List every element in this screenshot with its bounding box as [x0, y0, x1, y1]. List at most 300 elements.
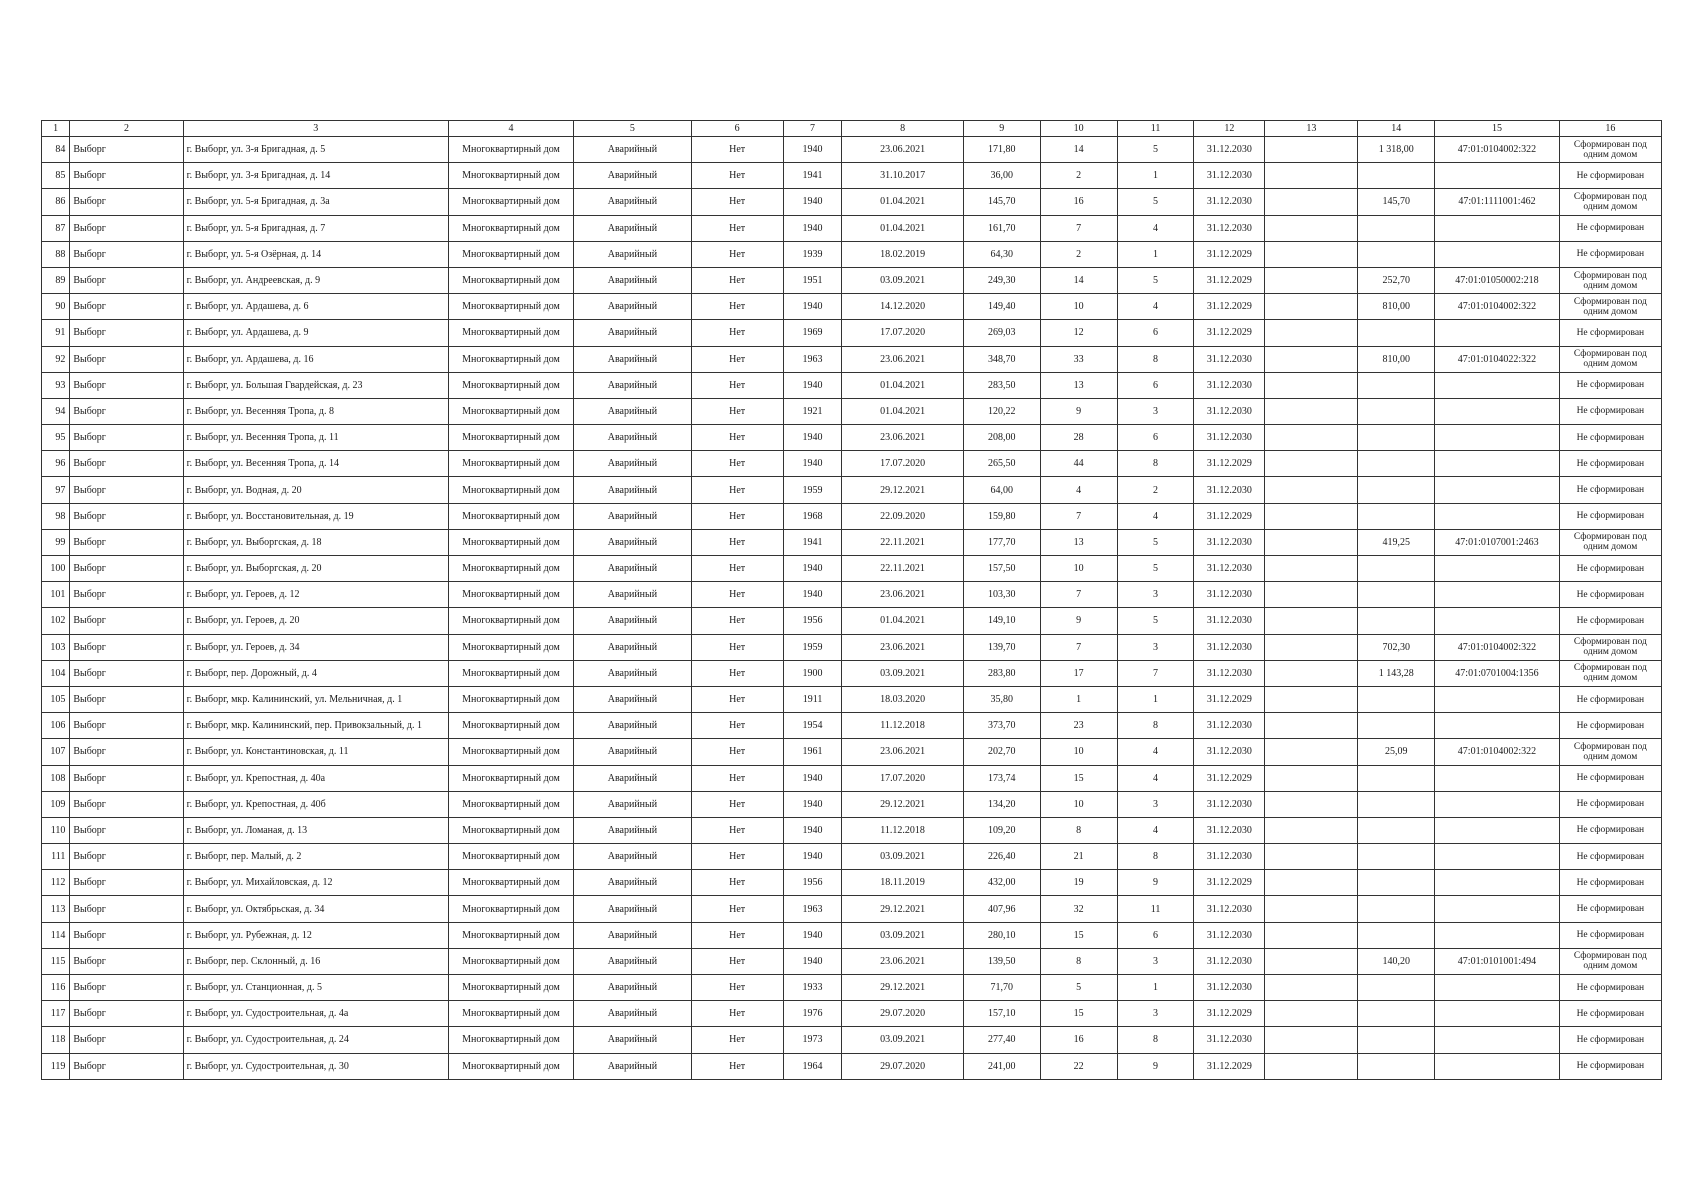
table-cell: 1940 — [783, 844, 842, 870]
table-cell: Сформирован под одним домом — [1559, 948, 1661, 974]
table-cell: 89 — [42, 267, 70, 293]
table-cell: Многоквартирный дом — [448, 267, 573, 293]
table-cell: 116 — [42, 975, 70, 1001]
table-cell: Выборг — [70, 477, 183, 503]
table-cell: 01.04.2021 — [842, 608, 963, 634]
table-cell: г. Выборг, ул. Большая Гвардейская, д. 23 — [183, 372, 448, 398]
table-cell: 23.06.2021 — [842, 425, 963, 451]
table-cell: 44 — [1040, 451, 1117, 477]
table-cell: 22 — [1040, 1053, 1117, 1079]
table-cell: 2 — [1040, 163, 1117, 189]
table-cell: Сформирован под одним домом — [1559, 137, 1661, 163]
table-cell: г. Выборг, ул. Героев, д. 20 — [183, 608, 448, 634]
table-cell: Аварийный — [574, 975, 691, 1001]
table-cell: 31.12.2029 — [1194, 765, 1265, 791]
table-cell: 97 — [42, 477, 70, 503]
table-cell: 29.12.2021 — [842, 975, 963, 1001]
table-cell: 1941 — [783, 529, 842, 555]
table-cell — [1358, 975, 1435, 1001]
table-cell — [1435, 398, 1559, 424]
table-cell — [1265, 634, 1358, 660]
table-cell: Выборг — [70, 346, 183, 372]
table-cell: 47:01:1111001:462 — [1435, 189, 1559, 215]
table-cell: 16 — [1040, 189, 1117, 215]
table-cell: 03.09.2021 — [842, 844, 963, 870]
table-cell — [1265, 346, 1358, 372]
table-cell: 16 — [1040, 1027, 1117, 1053]
table-cell: 14 — [1040, 137, 1117, 163]
table-cell: 10 — [1040, 556, 1117, 582]
table-cell: 1900 — [783, 660, 842, 686]
table-cell — [1265, 503, 1358, 529]
table-cell — [1435, 163, 1559, 189]
table-cell: Многоквартирный дом — [448, 451, 573, 477]
table-cell: 31.12.2030 — [1194, 215, 1265, 241]
table-cell: Нет — [691, 608, 783, 634]
table-cell: Выборг — [70, 529, 183, 555]
table-cell: Не сформирован — [1559, 1001, 1661, 1027]
table-cell: 2 — [1040, 241, 1117, 267]
table-cell: 1940 — [783, 817, 842, 843]
table-cell: Не сформирован — [1559, 241, 1661, 267]
table-cell: 1941 — [783, 163, 842, 189]
table-cell — [1435, 1053, 1559, 1079]
table-cell: Выборг — [70, 608, 183, 634]
table-cell: 171,80 — [963, 137, 1040, 163]
column-header-4: 4 — [448, 121, 573, 137]
table-cell: 8 — [1040, 948, 1117, 974]
table-cell: г. Выборг, ул. Выборгская, д. 18 — [183, 529, 448, 555]
table-cell — [1358, 817, 1435, 843]
table-cell: 92 — [42, 346, 70, 372]
table-cell: 1940 — [783, 425, 842, 451]
table-cell: Многоквартирный дом — [448, 1027, 573, 1053]
table-cell: Нет — [691, 922, 783, 948]
table-cell: 93 — [42, 372, 70, 398]
table-cell: 226,40 — [963, 844, 1040, 870]
table-cell — [1358, 686, 1435, 712]
table-cell: 113 — [42, 896, 70, 922]
table-cell: Нет — [691, 817, 783, 843]
table-cell: Аварийный — [574, 739, 691, 765]
table-cell: Сформирован под одним домом — [1559, 634, 1661, 660]
table-cell: г. Выборг, ул. Героев, д. 34 — [183, 634, 448, 660]
table-cell: 9 — [1040, 398, 1117, 424]
table-cell: Многоквартирный дом — [448, 163, 573, 189]
table-cell — [1265, 686, 1358, 712]
table-cell: 18.02.2019 — [842, 241, 963, 267]
table-cell: 31.12.2029 — [1194, 294, 1265, 320]
table-cell — [1358, 372, 1435, 398]
table-cell: Нет — [691, 320, 783, 346]
table-cell: 31.12.2029 — [1194, 870, 1265, 896]
table-cell — [1265, 582, 1358, 608]
table-cell: 105 — [42, 686, 70, 712]
table-cell — [1435, 477, 1559, 503]
table-cell: Выборг — [70, 660, 183, 686]
table-cell: 1963 — [783, 896, 842, 922]
table-cell: Аварийный — [574, 870, 691, 896]
table-cell: 110 — [42, 817, 70, 843]
table-cell: Аварийный — [574, 320, 691, 346]
table-cell: 101 — [42, 582, 70, 608]
table-cell: Многоквартирный дом — [448, 529, 573, 555]
table-cell: Выборг — [70, 398, 183, 424]
table-cell: г. Выборг, мкр. Калининский, ул. Мельничная, д. 1 — [183, 686, 448, 712]
table-cell: Аварийный — [574, 425, 691, 451]
table-row — [42, 791, 1662, 817]
table-cell — [1265, 948, 1358, 974]
table-cell: Многоквартирный дом — [448, 844, 573, 870]
table-cell: Выборг — [70, 372, 183, 398]
table-cell: 8 — [1117, 844, 1194, 870]
table-cell: Многоквартирный дом — [448, 503, 573, 529]
table-cell: Многоквартирный дом — [448, 686, 573, 712]
table-cell: 96 — [42, 451, 70, 477]
table-cell — [1265, 267, 1358, 293]
table-cell — [1265, 1027, 1358, 1053]
table-row — [42, 137, 1662, 163]
table-cell: 28 — [1040, 425, 1117, 451]
table-cell: Аварийный — [574, 372, 691, 398]
table-cell: 1 — [1117, 975, 1194, 1001]
table-row — [42, 1001, 1662, 1027]
table-cell: Нет — [691, 346, 783, 372]
table-cell: Выборг — [70, 634, 183, 660]
table-cell: Аварийный — [574, 844, 691, 870]
table-cell: 31.12.2029 — [1194, 503, 1265, 529]
table-cell: Выборг — [70, 975, 183, 1001]
table-cell — [1265, 975, 1358, 1001]
table-cell — [1435, 556, 1559, 582]
table-row — [42, 844, 1662, 870]
table-cell: 1 — [1117, 686, 1194, 712]
table-cell — [1358, 320, 1435, 346]
table-cell: 47:01:0104002:322 — [1435, 739, 1559, 765]
table-cell: Аварийный — [574, 451, 691, 477]
table-cell: Выборг — [70, 844, 183, 870]
column-header-9: 9 — [963, 121, 1040, 137]
table-cell: 159,80 — [963, 503, 1040, 529]
table-cell: Не сформирован — [1559, 163, 1661, 189]
table-cell: Не сформирован — [1559, 713, 1661, 739]
table-cell: Сформирован под одним домом — [1559, 529, 1661, 555]
table-cell: 31.12.2029 — [1194, 1053, 1265, 1079]
table-cell: Выборг — [70, 425, 183, 451]
table-cell — [1265, 922, 1358, 948]
table-cell: 31.12.2029 — [1194, 686, 1265, 712]
table-cell — [1358, 163, 1435, 189]
table-cell — [1435, 215, 1559, 241]
table-cell: 1940 — [783, 372, 842, 398]
table-cell: 91 — [42, 320, 70, 346]
table-cell: Сформирован под одним домом — [1559, 739, 1661, 765]
table-cell: 111 — [42, 844, 70, 870]
table-cell — [1435, 608, 1559, 634]
table-cell: Выборг — [70, 556, 183, 582]
table-cell: г. Выборг, ул. Восстановительная, д. 19 — [183, 503, 448, 529]
table-cell: 140,20 — [1358, 948, 1435, 974]
table-cell: 64,00 — [963, 477, 1040, 503]
table-cell: г. Выборг, ул. Андреевская, д. 9 — [183, 267, 448, 293]
table-cell: 1954 — [783, 713, 842, 739]
table-cell — [1265, 1001, 1358, 1027]
table-cell: 1940 — [783, 922, 842, 948]
table-cell — [1265, 425, 1358, 451]
table-cell — [1265, 477, 1358, 503]
table-row — [42, 582, 1662, 608]
column-header-2: 2 — [70, 121, 183, 137]
table-cell — [1435, 817, 1559, 843]
table-row — [42, 451, 1662, 477]
table-cell: Аварийный — [574, 503, 691, 529]
column-header-10: 10 — [1040, 121, 1117, 137]
table-cell: 29.07.2020 — [842, 1053, 963, 1079]
table-cell: 22.11.2021 — [842, 529, 963, 555]
table-cell — [1265, 739, 1358, 765]
table-cell: г. Выборг, ул. Константиновская, д. 11 — [183, 739, 448, 765]
table-cell: 7 — [1117, 660, 1194, 686]
table-cell: Не сформирован — [1559, 608, 1661, 634]
table-cell: 1 143,28 — [1358, 660, 1435, 686]
table-cell — [1358, 870, 1435, 896]
table-cell: Аварийный — [574, 477, 691, 503]
table-cell: 15 — [1040, 1001, 1117, 1027]
table-cell: 5 — [1117, 529, 1194, 555]
table-cell: 9 — [1117, 1053, 1194, 1079]
table-cell: 103,30 — [963, 582, 1040, 608]
table-cell: Выборг — [70, 320, 183, 346]
table-cell: г. Выборг, ул. Станционная, д. 5 — [183, 975, 448, 1001]
table-cell: 5 — [1040, 975, 1117, 1001]
table-cell — [1435, 320, 1559, 346]
table-cell: 98 — [42, 503, 70, 529]
table-cell: Многоквартирный дом — [448, 320, 573, 346]
table-cell: 87 — [42, 215, 70, 241]
table-cell — [1435, 686, 1559, 712]
table-cell: г. Выборг, ул. Судостроительная, д. 24 — [183, 1027, 448, 1053]
table-cell: Нет — [691, 844, 783, 870]
table-row — [42, 660, 1662, 686]
table-cell: 100 — [42, 556, 70, 582]
table-row — [42, 189, 1662, 215]
table-cell: г. Выборг, ул. 3-я Бригадная, д. 5 — [183, 137, 448, 163]
table-cell: 2 — [1117, 477, 1194, 503]
table-cell: 94 — [42, 398, 70, 424]
table-cell: Выборг — [70, 1027, 183, 1053]
table-cell — [1358, 1053, 1435, 1079]
table-cell: 31.12.2030 — [1194, 896, 1265, 922]
table-cell: 4 — [1117, 503, 1194, 529]
table-row — [42, 320, 1662, 346]
table-cell: Аварийный — [574, 896, 691, 922]
table-cell: 112 — [42, 870, 70, 896]
table-cell: 17.07.2020 — [842, 765, 963, 791]
column-header-16: 16 — [1559, 121, 1661, 137]
table-cell: Не сформирован — [1559, 975, 1661, 1001]
column-header-3: 3 — [183, 121, 448, 137]
table-cell: 3 — [1117, 948, 1194, 974]
table-cell: Выборг — [70, 870, 183, 896]
table-cell: 3 — [1117, 398, 1194, 424]
table-cell: г. Выборг, ул. Ардашева, д. 6 — [183, 294, 448, 320]
column-header-1: 1 — [42, 121, 70, 137]
table-cell: Не сформирован — [1559, 556, 1661, 582]
table-cell: 373,70 — [963, 713, 1040, 739]
table-cell — [1358, 241, 1435, 267]
table-cell: г. Выборг, пер. Склонный, д. 16 — [183, 948, 448, 974]
table-cell: 6 — [1117, 372, 1194, 398]
housing-register-table — [41, 120, 1662, 1080]
table-cell: 29.07.2020 — [842, 1001, 963, 1027]
table-cell: 1951 — [783, 267, 842, 293]
table-cell: Не сформирован — [1559, 477, 1661, 503]
table-row — [42, 398, 1662, 424]
table-cell: 23.06.2021 — [842, 582, 963, 608]
table-row — [42, 425, 1662, 451]
table-cell: 23.06.2021 — [842, 739, 963, 765]
table-row — [42, 556, 1662, 582]
table-cell: Нет — [691, 556, 783, 582]
table-cell: г. Выборг, ул. Героев, д. 12 — [183, 582, 448, 608]
table-cell: 120,22 — [963, 398, 1040, 424]
table-cell: 5 — [1117, 189, 1194, 215]
table-cell: 6 — [1117, 922, 1194, 948]
table-cell: 01.04.2021 — [842, 398, 963, 424]
table-cell: 18.03.2020 — [842, 686, 963, 712]
table-row — [42, 608, 1662, 634]
table-cell: Не сформирован — [1559, 791, 1661, 817]
table-row — [42, 765, 1662, 791]
table-cell: г. Выборг, ул. Выборгская, д. 20 — [183, 556, 448, 582]
table-cell: г. Выборг, ул. Ломаная, д. 13 — [183, 817, 448, 843]
table-cell: 5 — [1117, 137, 1194, 163]
table-cell: 161,70 — [963, 215, 1040, 241]
table-cell: 31.12.2029 — [1194, 320, 1265, 346]
column-header-7: 7 — [783, 121, 842, 137]
table-cell: 64,30 — [963, 241, 1040, 267]
table-cell — [1435, 1001, 1559, 1027]
table-cell — [1435, 241, 1559, 267]
table-cell: Нет — [691, 791, 783, 817]
table-cell: 03.09.2021 — [842, 267, 963, 293]
table-cell: г. Выборг, ул. Рубежная, д. 12 — [183, 922, 448, 948]
table-cell: 31.10.2017 — [842, 163, 963, 189]
table-row — [42, 267, 1662, 293]
table-cell: 115 — [42, 948, 70, 974]
table-cell: 117 — [42, 1001, 70, 1027]
table-cell: 119 — [42, 1053, 70, 1079]
table-cell: 31.12.2030 — [1194, 713, 1265, 739]
table-cell: Сформирован под одним домом — [1559, 189, 1661, 215]
table-cell: 1940 — [783, 582, 842, 608]
table-cell: Нет — [691, 215, 783, 241]
table-cell: 5 — [1117, 556, 1194, 582]
table-cell: 1940 — [783, 451, 842, 477]
table-cell: 29.12.2021 — [842, 896, 963, 922]
table-cell: Аварийный — [574, 582, 691, 608]
column-header-12: 12 — [1194, 121, 1265, 137]
table-cell: 3 — [1117, 1001, 1194, 1027]
table-cell: 47:01:01050002:218 — [1435, 267, 1559, 293]
table-row — [42, 529, 1662, 555]
table-cell: 10 — [1040, 791, 1117, 817]
table-cell: Многоквартирный дом — [448, 660, 573, 686]
table-cell: Аварийный — [574, 922, 691, 948]
table-cell: г. Выборг, ул. 5-я Озёрная, д. 14 — [183, 241, 448, 267]
table-cell: 31.12.2030 — [1194, 582, 1265, 608]
table-cell: Не сформирован — [1559, 372, 1661, 398]
table-cell — [1265, 844, 1358, 870]
table-cell: 810,00 — [1358, 294, 1435, 320]
table-cell: Многоквартирный дом — [448, 1001, 573, 1027]
table-cell: 1940 — [783, 765, 842, 791]
table-cell: Выборг — [70, 686, 183, 712]
table-cell: 31.12.2030 — [1194, 556, 1265, 582]
table-cell: Аварийный — [574, 267, 691, 293]
table-cell: 01.04.2021 — [842, 215, 963, 241]
table-cell: Многоквартирный дом — [448, 870, 573, 896]
table-cell: Аварийный — [574, 686, 691, 712]
table-cell: Аварийный — [574, 608, 691, 634]
table-cell: г. Выборг, ул. Судостроительная, д. 30 — [183, 1053, 448, 1079]
table-cell: Аварийный — [574, 215, 691, 241]
table-cell: 17.07.2020 — [842, 451, 963, 477]
table-cell — [1265, 372, 1358, 398]
table-cell: 31.12.2030 — [1194, 844, 1265, 870]
table-cell: 269,03 — [963, 320, 1040, 346]
table-cell: 03.09.2021 — [842, 660, 963, 686]
table-cell: 13 — [1040, 372, 1117, 398]
table-cell: 1956 — [783, 870, 842, 896]
table-cell: Выборг — [70, 137, 183, 163]
table-cell — [1358, 451, 1435, 477]
table-cell: Аварийный — [574, 765, 691, 791]
table-cell: Многоквартирный дом — [448, 948, 573, 974]
table-cell — [1265, 241, 1358, 267]
table-cell: Многоквартирный дом — [448, 1053, 573, 1079]
table-cell: Нет — [691, 529, 783, 555]
table-body — [42, 137, 1662, 1080]
table-cell: 31.12.2030 — [1194, 660, 1265, 686]
table-cell: 31.12.2030 — [1194, 346, 1265, 372]
table-cell: Многоквартирный дом — [448, 215, 573, 241]
table-cell: Выборг — [70, 896, 183, 922]
table-cell: Нет — [691, 294, 783, 320]
table-cell: 3 — [1117, 634, 1194, 660]
table-cell: 1940 — [783, 556, 842, 582]
table-cell — [1358, 556, 1435, 582]
table-cell: 1 — [1117, 241, 1194, 267]
table-cell: Аварийный — [574, 1001, 691, 1027]
table-cell: Выборг — [70, 189, 183, 215]
table-cell: Нет — [691, 896, 783, 922]
table-cell: Многоквартирный дом — [448, 346, 573, 372]
table-cell: Нет — [691, 137, 783, 163]
table-cell: 11 — [1117, 896, 1194, 922]
table-cell: Аварийный — [574, 634, 691, 660]
table-cell: 241,00 — [963, 1053, 1040, 1079]
table-cell: Аварийный — [574, 294, 691, 320]
table-cell: 31.12.2030 — [1194, 529, 1265, 555]
table-cell: Аварийный — [574, 948, 691, 974]
table-cell — [1435, 922, 1559, 948]
table-cell — [1358, 215, 1435, 241]
table-cell: 4 — [1117, 765, 1194, 791]
table-cell: г. Выборг, пер. Малый, д. 2 — [183, 844, 448, 870]
column-header-13: 13 — [1265, 121, 1358, 137]
table-cell: 23.06.2021 — [842, 948, 963, 974]
